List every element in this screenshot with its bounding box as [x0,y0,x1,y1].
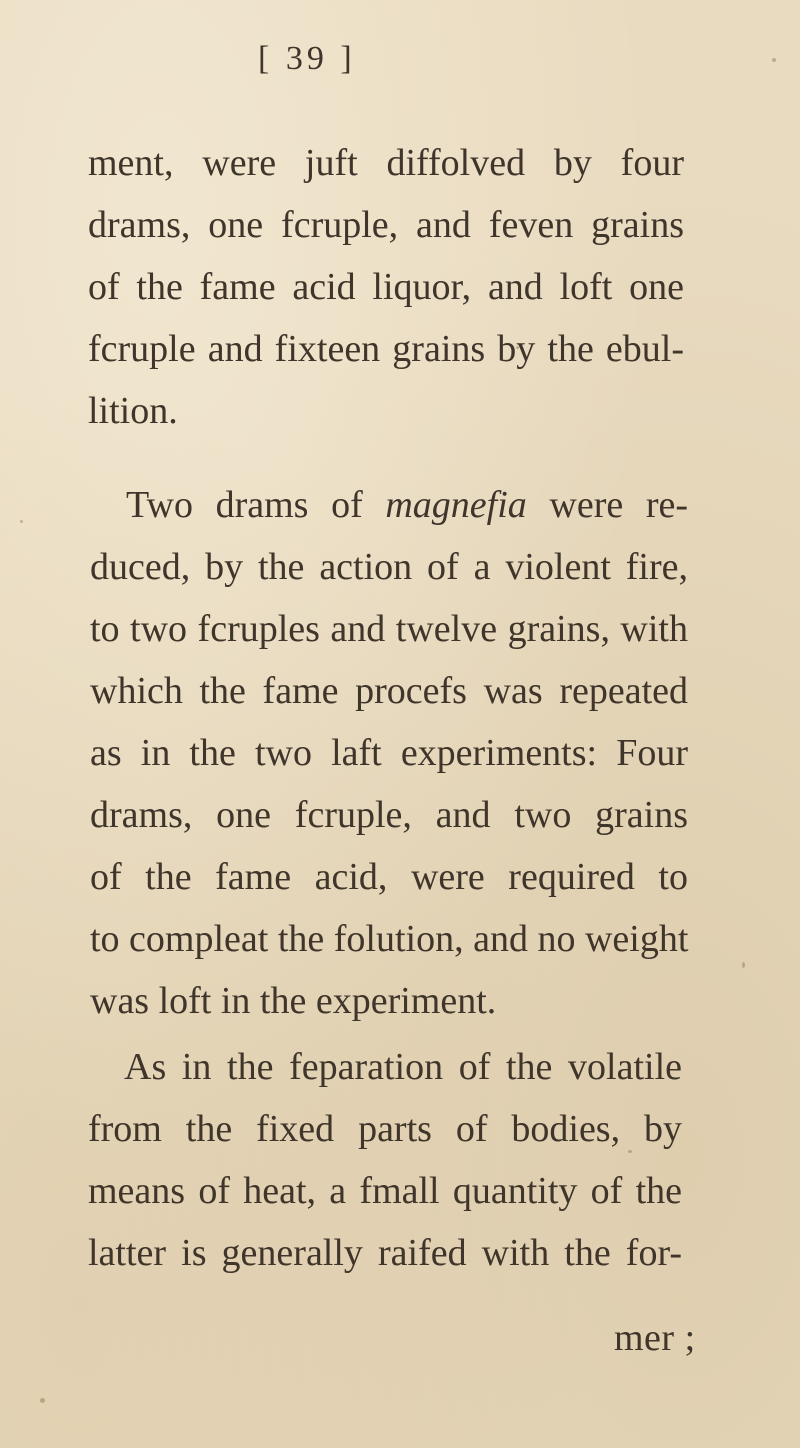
catchword: mer ; [614,1317,696,1359]
page-number: [ 39 ] [258,40,356,77]
paper-speck [40,1398,45,1403]
text-line: from the fixed parts of bodies, by [88,1108,682,1150]
paper-speck [742,962,745,968]
paper-speck [772,58,776,62]
text-line: fcruple and fixteen grains by the ebul- [88,328,684,370]
paragraph-1 [88,132,684,442]
text-line: as in the two laft experiments: Four [90,732,688,774]
text-line: As in the feparation of the volatile [124,1046,682,1088]
text-line: which the fame procefs was repeated [90,670,688,712]
text-line: to compleat the folution, and no weight [90,918,689,960]
paragraph-2 [90,474,688,1032]
text-line: Two drams of magnefia were re- [126,484,688,526]
text-line: of the fame acid, were required to [90,856,688,898]
text-line: latter is generally raifed with the for- [88,1232,682,1274]
text-line: duced, by the action of a violent fire, [90,546,688,588]
text-line: to two fcruples and twelve grains, with [90,608,688,650]
text-line: of the fame acid liquor, and loft one [88,266,684,308]
italic-word: magnefia [385,484,527,526]
text-line: means of heat, a fmall quantity of the [88,1170,682,1212]
text-line: lition. [88,390,178,432]
text-line: was loft in the experiment. [90,980,497,1022]
paragraph-3 [88,1036,682,1284]
paper-speck [20,520,23,523]
text-line: drams, one fcruple, and two grains [90,794,688,836]
text-line: ment, were juft diffolved by four [88,142,684,184]
text-line: drams, one fcruple, and feven grains [88,204,684,246]
